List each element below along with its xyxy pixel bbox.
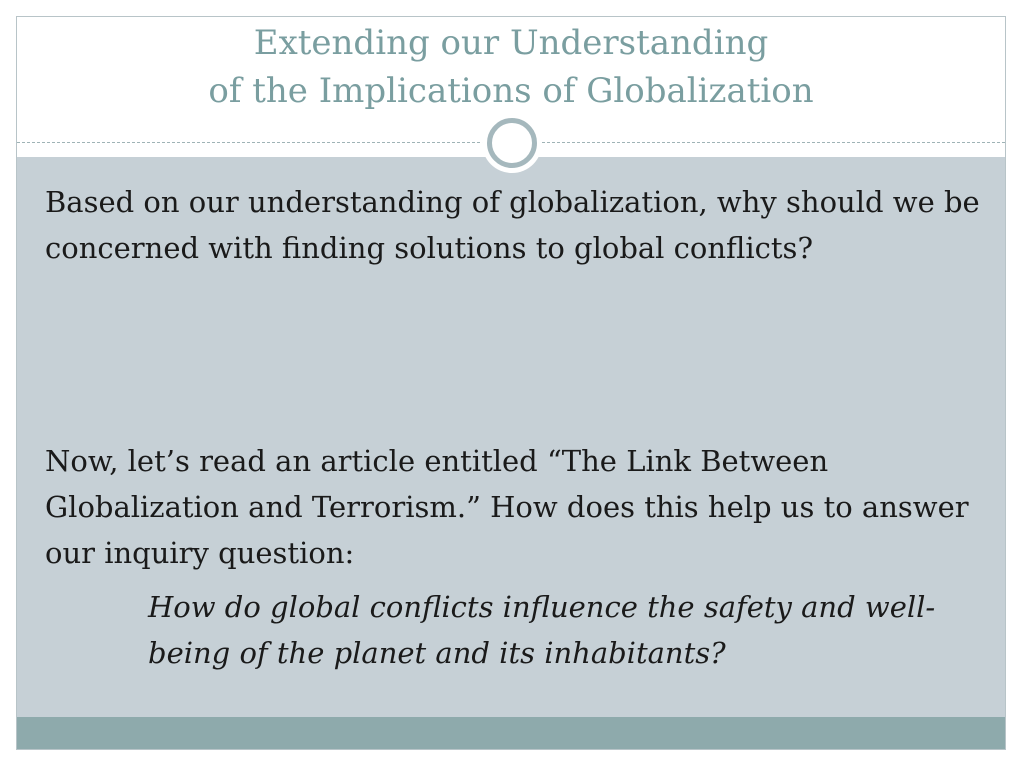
slide [16,16,1006,750]
slide-title-line-1: Extending our Understanding [253,23,769,63]
article-paragraph: Now, let’s read an article entitled “The Link Between Globalization and Terrorism.” How does this help us to answer our inquiry question: [45,444,969,570]
slide-title [17,19,1005,115]
circle-ornament-icon [482,113,542,173]
footer-band [17,717,1005,750]
inquiry-question: How do global conflicts influence the safety and well-being of the planet and its inhabitants? [148,590,936,670]
slide-title-line-2: of the Implications of Globalization [208,71,814,111]
ornament-ring [487,118,537,168]
question-paragraph: Based on our understanding of globalization, why should we be concerned with finding solutions to global conflicts? [45,185,980,265]
